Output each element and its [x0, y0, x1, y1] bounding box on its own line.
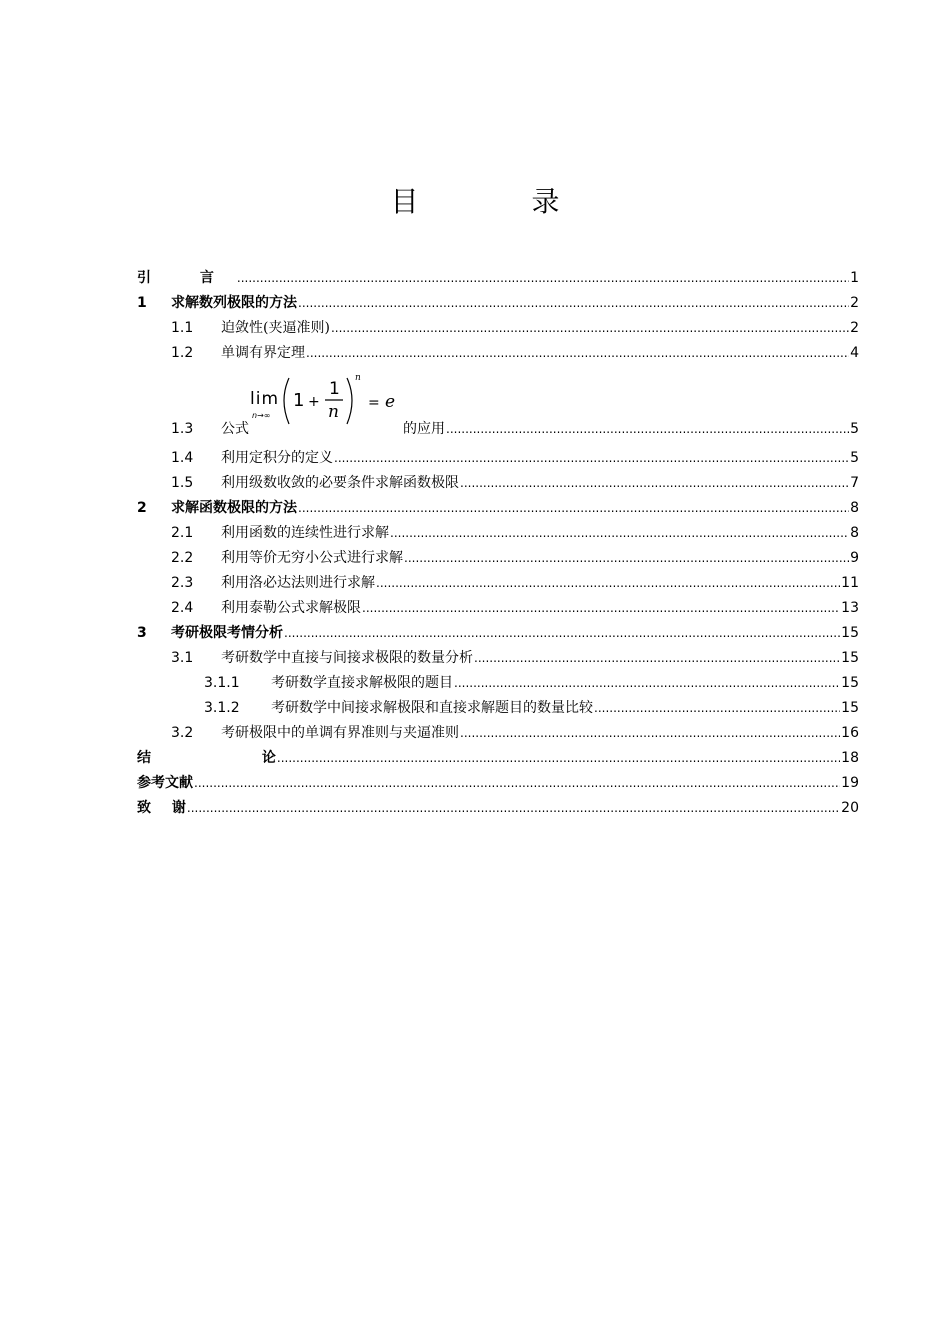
toc-entry-3-1-2[interactable]	[137, 696, 859, 721]
toc-entry-page: 15	[841, 700, 859, 716]
formula-right-paren	[347, 378, 352, 424]
formula-one: 1	[293, 390, 305, 411]
toc-leader-dots	[298, 291, 849, 316]
toc-leader-dots	[460, 471, 849, 496]
toc-entry-number: 1.4	[171, 450, 194, 466]
toc-entry-label: 求解数列极限的方法	[171, 295, 297, 311]
toc-entry-label-prefix: 公式	[221, 421, 249, 437]
toc-leader-dots	[362, 596, 840, 621]
toc-entry-number: 3.1.2	[204, 700, 240, 716]
toc-entry-conclusion[interactable]	[137, 746, 859, 771]
toc-entry-number: 3.1.1	[204, 675, 240, 691]
toc-leader-dots	[404, 546, 849, 571]
toc-entry-number: 2.4	[171, 600, 194, 616]
toc-entry-1-3[interactable]	[137, 366, 859, 446]
toc-entry-page: 16	[841, 725, 859, 741]
toc-leader-dots	[284, 621, 840, 646]
toc-leader-dots	[298, 496, 849, 521]
toc-entry-page: 7	[850, 475, 859, 491]
toc-leader-dots	[237, 266, 849, 291]
toc-entry-number: 1	[137, 295, 147, 311]
toc-leader-dots	[334, 446, 849, 471]
toc-entry-page: 13	[841, 600, 859, 616]
toc-entry-references[interactable]	[137, 771, 859, 796]
toc-entry-label: 考研数学直接求解极限的题目	[271, 675, 453, 691]
toc-entry-page: 8	[850, 500, 859, 516]
formula-denominator: n	[328, 402, 339, 422]
toc-entry-number: 2	[137, 500, 147, 516]
toc-entry-page: 15	[841, 650, 859, 666]
toc-entry-page: 5	[850, 421, 859, 437]
toc-entry-page: 2	[850, 320, 859, 336]
toc-leader-dots	[460, 721, 840, 746]
toc-entry-number: 3	[137, 625, 147, 641]
toc-entry-label: 求解函数极限的方法	[171, 500, 297, 516]
toc-entry-label: 利用泰勒公式求解极限	[221, 600, 361, 616]
toc-entry-label: 迫敛性(夹逼准则)	[221, 320, 330, 336]
toc-entry-page: 15	[841, 625, 859, 641]
toc-entry-2-4[interactable]	[137, 596, 859, 621]
toc-leader-dots	[194, 771, 840, 796]
toc-entry-2-3[interactable]	[137, 571, 859, 596]
toc-entry-1-5[interactable]	[137, 471, 859, 496]
toc-entry-page: 19	[841, 775, 859, 791]
toc-leader-dots	[376, 571, 840, 596]
toc-entry-number: 3.1	[171, 650, 194, 666]
toc-entry-page: 11	[841, 575, 859, 591]
toc-entry-label: 利用等价无穷小公式进行求解	[221, 550, 403, 566]
toc-leader-dots	[390, 521, 849, 546]
toc-entry-page: 20	[841, 800, 859, 816]
toc-entry-intro[interactable]	[137, 266, 859, 291]
toc-entry-label: 结 论	[137, 750, 329, 766]
toc-entry-3[interactable]	[137, 621, 859, 646]
toc-entry-page: 2	[850, 295, 859, 311]
toc-entry-label: 利用函数的连续性进行求解	[221, 525, 389, 541]
toc-entry-3-2[interactable]	[137, 721, 859, 746]
toc-entry-label: 考研极限中的单调有界准则与夹逼准则	[221, 725, 459, 741]
toc-entry-page: 5	[850, 450, 859, 466]
toc-entry-1-2[interactable]	[137, 341, 859, 366]
toc-leader-dots	[306, 341, 849, 366]
formula-lim-subscript: n→∞	[252, 411, 271, 420]
toc-entry-3-1-1[interactable]	[137, 671, 859, 696]
toc-leader-dots	[187, 796, 840, 821]
toc-entry-number: 1.3	[171, 421, 194, 437]
toc-entry-2-1[interactable]	[137, 521, 859, 546]
toc-leader-dots	[594, 696, 840, 721]
toc-entry-label: 致 谢	[137, 800, 194, 816]
toc-entry-2-2[interactable]	[137, 546, 859, 571]
formula-plus: +	[308, 394, 320, 410]
toc-entry-page: 15	[841, 675, 859, 691]
table-of-contents	[137, 266, 859, 821]
toc-title: 目 录	[390, 185, 612, 218]
toc-entry-page: 1	[850, 270, 859, 286]
toc-entry-label: 考研数学中直接与间接求极限的数量分析	[221, 650, 473, 666]
toc-entry-number: 1.2	[171, 345, 194, 361]
toc-entry-label-suffix: 的应用	[403, 421, 445, 437]
formula-lim: lim	[250, 389, 280, 409]
toc-entry-page: 8	[850, 525, 859, 541]
toc-leader-dots	[446, 417, 849, 442]
toc-entry-label: 利用洛必达法则进行求解	[221, 575, 375, 591]
toc-entry-number: 1.5	[171, 475, 194, 491]
toc-entry-acknowledgements[interactable]	[137, 796, 859, 821]
toc-entry-1[interactable]	[137, 291, 859, 316]
toc-leader-dots	[277, 746, 840, 771]
toc-entry-label: 利用定积分的定义	[221, 450, 333, 466]
formula-numerator: 1	[329, 379, 340, 399]
toc-entry-label: 单调有界定理	[221, 345, 305, 361]
toc-entry-page: 4	[850, 345, 859, 361]
toc-entry-label: 参考文献	[137, 775, 193, 791]
toc-entry-number: 3.2	[171, 725, 194, 741]
toc-entry-page: 9	[850, 550, 859, 566]
toc-leader-dots	[454, 671, 840, 696]
formula-exponent: n	[355, 373, 361, 383]
toc-entry-1-1[interactable]	[137, 316, 859, 341]
formula-left-paren	[284, 378, 289, 424]
formula-equals: =	[368, 395, 380, 411]
toc-entry-number: 2.1	[171, 525, 194, 541]
toc-entry-page: 18	[841, 750, 859, 766]
limit-formula	[249, 370, 403, 432]
toc-entry-label: 考研极限考情分析	[171, 625, 283, 641]
toc-entry-number: 2.3	[171, 575, 194, 591]
toc-leader-dots	[474, 646, 840, 671]
toc-entry-label: 引 言	[137, 270, 236, 286]
toc-entry-number: 2.2	[171, 550, 194, 566]
toc-entry-label: 利用级数收敛的必要条件求解函数极限	[221, 475, 459, 491]
formula-rhs: e	[385, 392, 396, 412]
toc-entry-3-1[interactable]	[137, 646, 859, 671]
toc-leader-dots	[331, 316, 849, 341]
toc-entry-2[interactable]	[137, 496, 859, 521]
toc-entry-label: 考研数学中间接求解极限和直接求解题目的数量比较	[271, 700, 593, 716]
toc-entry-1-4[interactable]	[137, 446, 859, 471]
toc-entry-number: 1.1	[171, 320, 194, 336]
